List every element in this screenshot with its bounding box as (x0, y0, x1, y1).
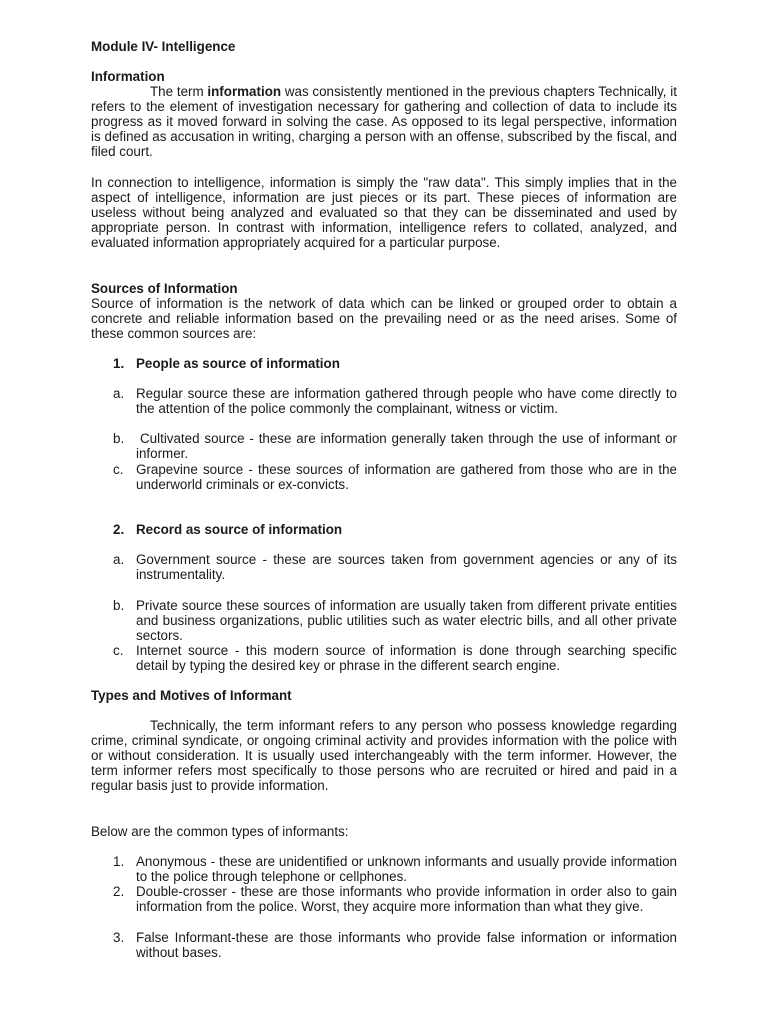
informant-type-anonymous: Anonymous - these are unidentified or unknown informants and usually provide information to the police through telephone or cellphones. (136, 854, 677, 885)
informant-type-double-crosser: Double-crosser - these are those informants who provide information in order also to gain information from the police. Worst, they acquire more information than what they give. (136, 884, 677, 915)
record-item-marker: c. (113, 643, 124, 658)
informant-heading: Types and Motives of Informant (91, 688, 292, 703)
people-item-grapevine: Grapevine source - these sources of information are gathered from those who are in the underworld criminals or ex-convicts. (136, 462, 677, 493)
people-section-heading: People as source of information (136, 356, 340, 371)
record-item-internet: Internet source - this modern source of information is done through searching specific detail by typing the desired key or phrase in the different search engine. (136, 643, 677, 674)
record-item-marker: b. (113, 598, 125, 613)
record-section-heading: Record as source of information (136, 522, 343, 537)
record-item-private: Private source these sources of information are usually taken from different private entities and business organizations, public utilities such as water electric bills, and all other private sectors. (136, 598, 677, 644)
module-title: Module IV- Intelligence (91, 39, 236, 54)
people-item-marker: b. (113, 431, 125, 446)
information-paragraph-1 (91, 84, 677, 159)
informant-type-number: 1. (113, 854, 125, 869)
sources-intro: Source of information is the network of data which can be linked or grouped order to obtain a concrete and reliable information based on the prevailing need or as the need arises. Some of these common sources are: (91, 296, 677, 342)
people-item-cultivated: Cultivated source - these are information generally taken through the use of informant or informer. (136, 431, 677, 462)
information-p1-pre: The term (150, 84, 208, 99)
informant-type-number: 3. (113, 930, 125, 945)
information-heading: Information (91, 69, 165, 84)
people-item-marker: a. (113, 386, 125, 401)
people-section-number: 1. (113, 356, 125, 371)
information-p1-bold: information (207, 84, 282, 99)
information-p1-post: was consistently mentioned in the previous chapters Technically, it refers to the element of investigation necessary for gathering and collection of data to include its progress as it moved forward in solving the case. As opposed to its legal perspective, information is defined as accusation in writing, charging a person with an offense, subscribed by the fiscal, and filed court. (91, 84, 677, 160)
record-section-number: 2. (113, 522, 125, 537)
information-paragraph-2: In connection to intelligence, information is simply the "raw data". This simply implies that in the aspect of intelligence, information are just pieces or its part. These pieces of information are useless without being analyzed and evaluated so that they can be disseminated and used by appropriate person. In contrast with information, intelligence refers to collated, analyzed, and evaluated information appropriately acquired for a particular purpose. (91, 175, 677, 251)
informant-types-intro: Below are the common types of informants: (91, 824, 349, 839)
record-item-government: Government source - these are sources taken from government agencies or any of its instrumentality. (136, 552, 677, 583)
record-item-marker: a. (113, 552, 125, 567)
informant-paragraph: Technically, the term informant refers to any person who possess knowledge regarding crime, criminal syndicate, or ongoing criminal activity and provides information with the police with or without consideration. It is usually used interchangeably with the term informer. However, the term informer refers most specifically to those persons who are recruited or hired and paid in a regular basis just to provide information. (91, 718, 677, 794)
informant-type-number: 2. (113, 884, 125, 899)
people-item-marker: c. (113, 462, 124, 477)
informant-type-false: False Informant-these are those informants who provide false information or information without bases. (136, 930, 677, 961)
people-item-regular: Regular source these are information gathered through people who have come directly to the attention of the police commonly the complainant, witness or victim. (136, 386, 677, 417)
sources-heading: Sources of Information (91, 281, 238, 296)
